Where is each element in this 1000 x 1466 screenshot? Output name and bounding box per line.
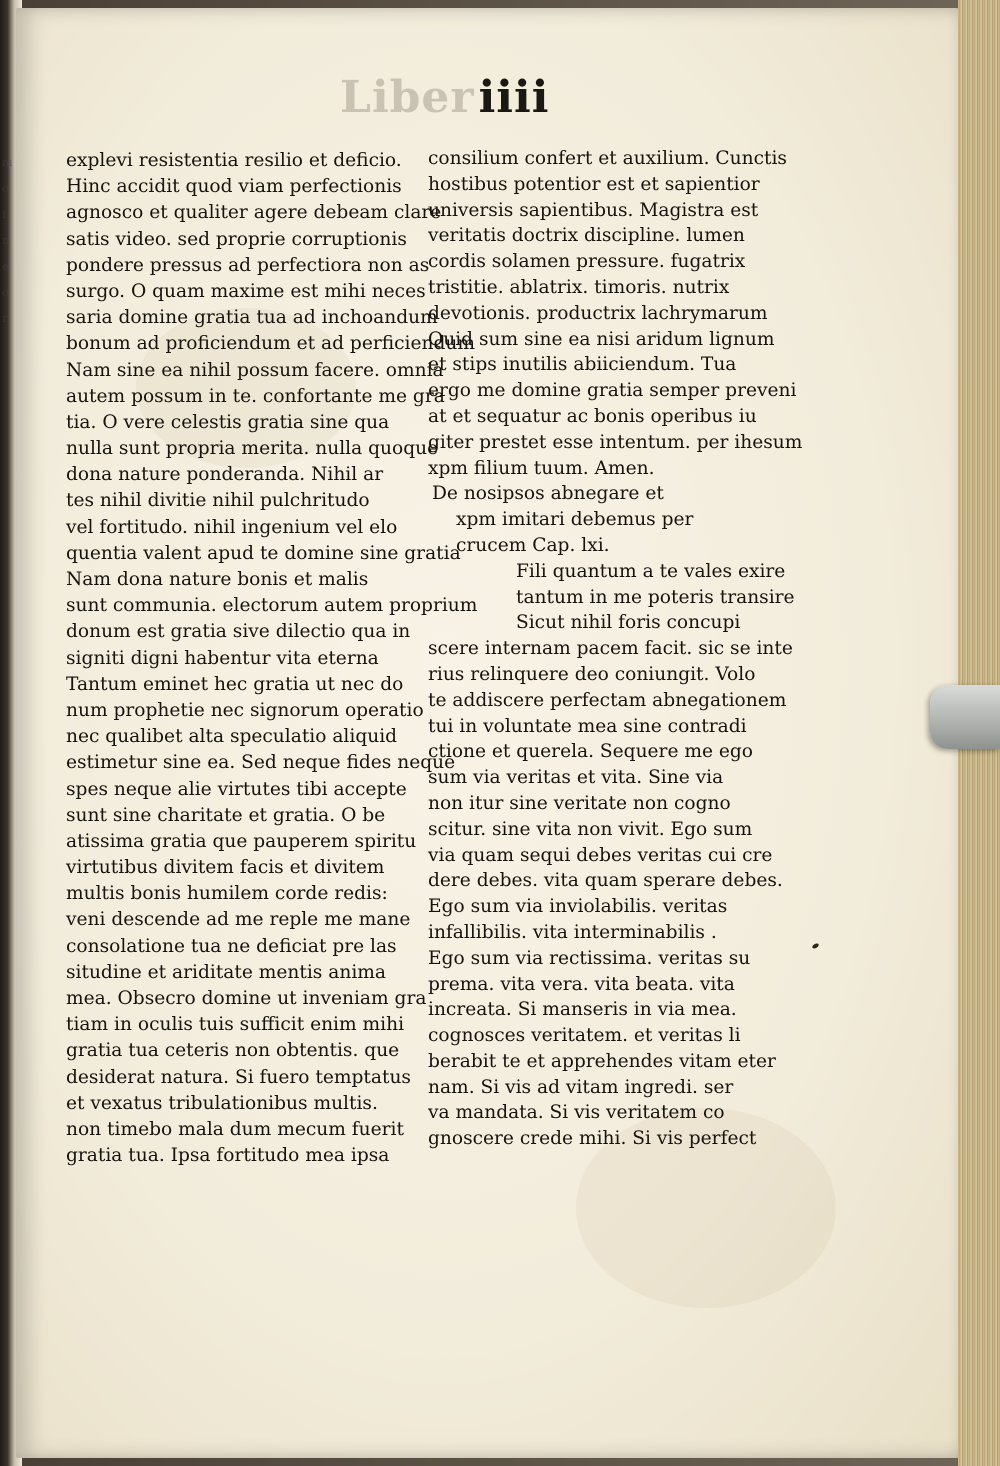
margin-fragment: r bbox=[2, 312, 8, 325]
show-through-heading: Liber bbox=[340, 72, 475, 123]
text-line: num prophetie nec signorum operatio bbox=[66, 699, 424, 721]
text-line: tia. O vere celestis gratia sine qua bbox=[66, 411, 390, 433]
text-line: agnosco et qualiter agere debeam clare bbox=[66, 202, 442, 224]
text-line: gratia tua. Ipsa fortitudo mea ipsa bbox=[66, 1145, 390, 1167]
text-line: explevi resistentia resilio et deficio. bbox=[66, 150, 402, 171]
text-line: tiam in oculis tuis sufficit enim mihi bbox=[66, 1014, 405, 1036]
text-line: non timebo mala dum mecum fuerit bbox=[66, 1118, 404, 1140]
text-line: Sicut nihil foris concupi bbox=[516, 612, 741, 634]
text-line: rius relinquere deo coniungit. Volo bbox=[428, 663, 756, 685]
text-line: atissima gratia que pauperem spiritu bbox=[66, 830, 417, 852]
margin-fragment: o bbox=[2, 182, 9, 195]
text-line: gratia tua ceteris non obtentis. que bbox=[66, 1040, 400, 1062]
text-line: xpm filium tuum. Amen. bbox=[428, 457, 655, 479]
text-line: consolatione tua ne deficiat pre las bbox=[66, 935, 397, 957]
running-head bbox=[340, 72, 550, 123]
text-line: Ego sum via rectissima. veritas su bbox=[428, 947, 751, 969]
bookmark-tab[interactable] bbox=[930, 685, 1000, 749]
text-line: sunt sine charitate et gratia. O be bbox=[66, 804, 386, 826]
chapter-heading-line: crucem Cap. lxi. bbox=[456, 534, 610, 556]
text-line: Quid sum sine ea nisi aridum lignum bbox=[428, 328, 775, 350]
text-line: via quam sequi debes veritas cui cre bbox=[428, 844, 773, 866]
text-line: signiti digni habentur vita eterna bbox=[66, 647, 379, 669]
text-line: gnoscere crede mihi. Si vis perfect bbox=[428, 1128, 757, 1150]
text-line: saria domine gratia tua ad inchoandum bbox=[66, 307, 438, 329]
text-line: Nam sine ea nihil possum facere. omnia bbox=[66, 359, 444, 381]
text-line: surgo. O quam maxime est mihi neces bbox=[66, 280, 426, 302]
text-line: va mandata. Si vis veritatem co bbox=[428, 1102, 725, 1124]
text-line: quentia valent apud te domine sine gratia bbox=[66, 542, 461, 564]
text-line: pondere pressus ad perfectiora non as bbox=[66, 254, 430, 276]
right-text-column bbox=[428, 146, 803, 1152]
text-line: donum est gratia sive dilectio qua in bbox=[66, 621, 411, 643]
text-line: devotionis. productrix lachrymarum bbox=[428, 302, 768, 324]
text-line: satis video. sed proprie corruptionis bbox=[66, 228, 407, 250]
text-line: nulla sunt propria merita. nulla quoque bbox=[66, 438, 439, 460]
text-line: increata. Si manseris in via mea. bbox=[428, 999, 737, 1021]
text-line: giter prestet esse intentum. per ihesum bbox=[428, 431, 803, 453]
text-line: bonum ad proficiendum et ad perficiendum bbox=[66, 333, 475, 355]
margin-fragment: n bbox=[2, 234, 10, 247]
text-line: Ego sum via inviolabilis. veritas bbox=[428, 896, 728, 918]
text-line: situdine et ariditate mentis anima bbox=[66, 961, 386, 983]
text-line: non itur sine veritate non cogno bbox=[428, 792, 731, 814]
text-line: ctione et querela. Sequere me ego bbox=[428, 741, 754, 763]
text-line: tristitie. ablatrix. timoris. nutrix bbox=[428, 276, 730, 298]
text-line: Tantum eminet hec gratia ut nec do bbox=[66, 673, 404, 695]
text-line: berabit te et apprehendes vitam eter bbox=[428, 1050, 776, 1072]
text-line: Hinc accidit quod viam perfectionis bbox=[66, 176, 402, 198]
text-line: nam. Si vis ad vitam ingredi. ser bbox=[428, 1076, 734, 1098]
chapter-heading-line: De nosipsos abnegare et bbox=[432, 483, 664, 505]
text-line: estimetur sine ea. Sed neque fides neque bbox=[66, 752, 456, 774]
text-line: multis bonis humilem corde redis: bbox=[66, 883, 388, 905]
text-line: dona nature ponderanda. Nihil ar bbox=[66, 464, 384, 486]
text-line: vel fortitudo. nihil ingenium vel elo bbox=[66, 516, 398, 538]
chapter-opening-line: Fili quantum a te vales exire bbox=[516, 560, 786, 582]
text-line: desiderat natura. Si fuero temptatus bbox=[66, 1066, 411, 1088]
text-line: ergo me domine gratia semper preveni bbox=[428, 380, 797, 402]
margin-fragment: e bbox=[2, 260, 9, 273]
text-line: sunt communia. electorum autem proprium bbox=[66, 595, 478, 617]
text-line: tui in voluntate mea sine contradi bbox=[428, 715, 747, 737]
text-line: dere debes. vita quam sperare debes. bbox=[428, 870, 783, 892]
text-line: hostibus potentior est et sapientior bbox=[428, 173, 760, 195]
text-line: virtutibus divitem facis et divitem bbox=[66, 857, 385, 879]
left-text-column bbox=[66, 148, 478, 1169]
text-line: mea. Obsecro domine ut inveniam gra bbox=[66, 988, 427, 1009]
text-line: at et sequatur ac bonis operibus iu bbox=[428, 405, 757, 427]
margin-fragment: o bbox=[2, 286, 9, 299]
text-line: sum via veritas et vita. Sine via bbox=[428, 767, 724, 789]
text-line: autem possum in te. confortante me gra bbox=[66, 385, 445, 407]
text-line: cordis solamen pressure. fugatrix bbox=[428, 251, 746, 273]
chapter-opening-line: tantum in me poteris transire bbox=[516, 586, 795, 608]
text-line: prema. vita vera. vita beata. vita bbox=[428, 973, 735, 995]
text-line: scitur. sine vita non vivit. Ego sum bbox=[428, 818, 753, 840]
text-line: consilium confert et auxilium. Cunctis bbox=[428, 148, 787, 169]
text-line: universis sapientibus. Magistra est bbox=[428, 199, 759, 221]
text-line: tes nihil divitie nihil pulchritudo bbox=[66, 490, 370, 512]
text-line: veni descende ad me reple me mane bbox=[66, 909, 411, 931]
margin-fragment: i bbox=[2, 208, 6, 221]
text-line: et stips inutilis abiiciendum. Tua bbox=[428, 354, 737, 376]
text-line: et vexatus tribulationibus multis. bbox=[66, 1092, 378, 1114]
text-line: Nam dona nature bonis et malis bbox=[66, 569, 369, 590]
text-line: scere internam pacem facit. sic se inte bbox=[428, 638, 793, 660]
text-line: veritatis doctrix discipline. lumen bbox=[428, 225, 745, 247]
chapter-heading-line: xpm imitari debemus per bbox=[456, 509, 694, 531]
text-line: infallibilis. vita interminabilis . bbox=[428, 921, 717, 943]
folio-number: iiii bbox=[478, 72, 550, 123]
text-line: spes neque alie virtutes tibi accepte bbox=[66, 778, 407, 800]
text-line: nec qualibet alta speculatio aliquid bbox=[66, 726, 398, 748]
text-line: te addiscere perfectam abnegationem bbox=[428, 689, 787, 711]
text-line: cognosces veritatem. et veritas li bbox=[428, 1025, 741, 1047]
margin-fragment: m bbox=[2, 156, 13, 169]
